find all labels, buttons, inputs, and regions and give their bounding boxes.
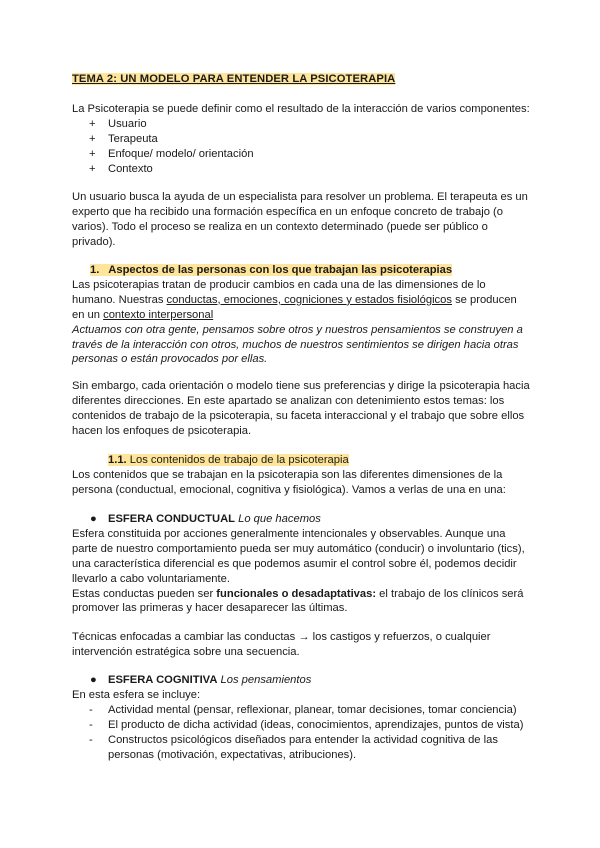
document-title: TEMA 2: UN MODELO PARA ENTENDER LA PSICOTERAPIA — [72, 73, 396, 85]
section-1-1-paragraph: Los contenidos que se trabajan en la psicoterapia son las diferentes dimensiones de la persona (conductual, emocional, cognitiva y fisiológica). Vamos a verlas de una en una: — [72, 468, 506, 496]
plus-marker: + — [89, 132, 96, 145]
esfera-conductual-subtitle: Lo que hacemos — [238, 513, 321, 525]
bullet-marker: ● — [90, 674, 97, 686]
section-1-1-heading-text: Los contenidos de trabajo de la psicoterapia — [126, 454, 349, 466]
list-item: - Actividad mental (pensar, reflexionar, planear, tomar decisiones, tomar conciencia) — [89, 703, 517, 716]
list-item: + Enfoque/ modelo/ orientación — [89, 147, 254, 160]
esfera-cognitiva-block — [72, 673, 532, 762]
cognitiva-list — [72, 703, 532, 763]
plus-marker: + — [89, 117, 96, 130]
underlined-dimensions: conductas, emociones, cogniciones y estados fisiológicos — [166, 293, 452, 306]
section-1-paragraph-2-block — [72, 379, 532, 439]
section-1-1-number: 1.1. — [108, 454, 127, 466]
section-1-number: 1. — [90, 264, 100, 276]
list-item: + Terapeuta — [89, 132, 158, 145]
dash-marker: - — [89, 703, 93, 716]
intro-block — [72, 102, 532, 177]
esfera-conductual-block — [72, 512, 532, 616]
paragraph-1-block — [72, 190, 532, 250]
esfera-conductual-heading: ● ESFERA CONDUCTUAL Lo que hacemos — [90, 513, 321, 525]
functional-maladaptive-term: funcionales o desadaptativas: — [216, 587, 377, 600]
section-1-paragraph-2: Sin embargo, cada orientación o modelo tiene sus preferencias y dirige la psicoterapia hacia diferentes direcciones. En este apartado se analizan con detenimiento estos temas: los contenidos de trabajo de la psicoterapia, su faceta interaccional y el trabajo que sobre ellos hacen los enfoques de psicoterapia. — [72, 380, 530, 437]
esfera-cognitiva-subtitle: Los pensamientos — [220, 674, 312, 686]
section-1-paragraph: Las psicoterapias tratan de producir cambios en cada una de las dimensiones de lo humano. Nuestras conductas, emociones, cogniciones y estados fisiológicos se producen en un contexto interpersonal — [72, 278, 517, 321]
section-1-heading-text: Aspectos de las personas con los que trabajan las psicoterapias — [108, 264, 453, 276]
list-item: + Contexto — [89, 162, 153, 175]
esfera-cognitiva-heading: ● ESFERA COGNITIVA Los pensamientos — [90, 674, 312, 686]
list-item: - El producto de dicha actividad (ideas, conocimientos, aprendizajes, puntos de vista) — [89, 718, 524, 731]
paragraph-1: Un usuario busca la ayuda de un especialista para resolver un problema. El terapeuta es un experto que ha recibido una formación específica en un enfoque concreto de trabajo (o varios). Todo el proceso se realiza en un contexto determinado (puede ser público o privado). — [72, 191, 528, 248]
plus-marker: + — [89, 147, 96, 160]
list-item: - Constructos psicológicos diseñados para entender la actividad cognitiva de las personas (motivación, expectativas, atribuciones). — [89, 733, 498, 761]
section-1-italic-quote: Actuamos con otra gente, pensamos sobre otros y nuestros pensamientos se construyen a través de la interacción con otros, muchos de nuestros sentimientos se dirigen hacia otras personas o están provocados por ellas. — [72, 323, 523, 366]
techniques-paragraph: Técnicas enfocadas a cambiar las conductas → los castigos y refuerzos, o cualquier intervención estratégica sobre una secuencia. — [72, 631, 491, 658]
list-item: + Usuario — [89, 117, 147, 130]
document-title-block — [72, 72, 532, 87]
dash-marker: - — [89, 718, 93, 731]
bullet-marker: ● — [90, 513, 97, 525]
esfera-conductual-paragraph-2: Estas conductas pueden ser funcionales o desadaptativas: el trabajo de los clínicos será promover las primeras y hacer desaparecer las últimas. — [72, 587, 524, 615]
underlined-context: contexto interpersonal — [103, 308, 214, 321]
section-1-block — [72, 263, 532, 367]
section-1-1-heading — [72, 453, 532, 468]
esfera-cognitiva-intro: En esta esfera se incluye: — [72, 688, 201, 701]
components-list — [72, 117, 532, 177]
intro-paragraph: La Psicoterapia se puede definir como el resultado de la interacción de varios componentes: — [72, 103, 530, 115]
techniques-block — [72, 630, 532, 660]
section-1-heading — [72, 263, 532, 278]
plus-marker: + — [89, 162, 96, 175]
dash-marker: - — [89, 733, 93, 746]
section-1-1-block — [72, 453, 532, 498]
esfera-conductual-paragraph: Esfera constituida por acciones generalmente intencionales y observables. Aunque una parte de nuestro comportamiento pueda ser muy automático (conducir) o involuntario (tics), una característica diferencial es que podemos asumir el control sobre él, podemos decidir llevarlo a cabo voluntariamente. — [72, 527, 525, 585]
